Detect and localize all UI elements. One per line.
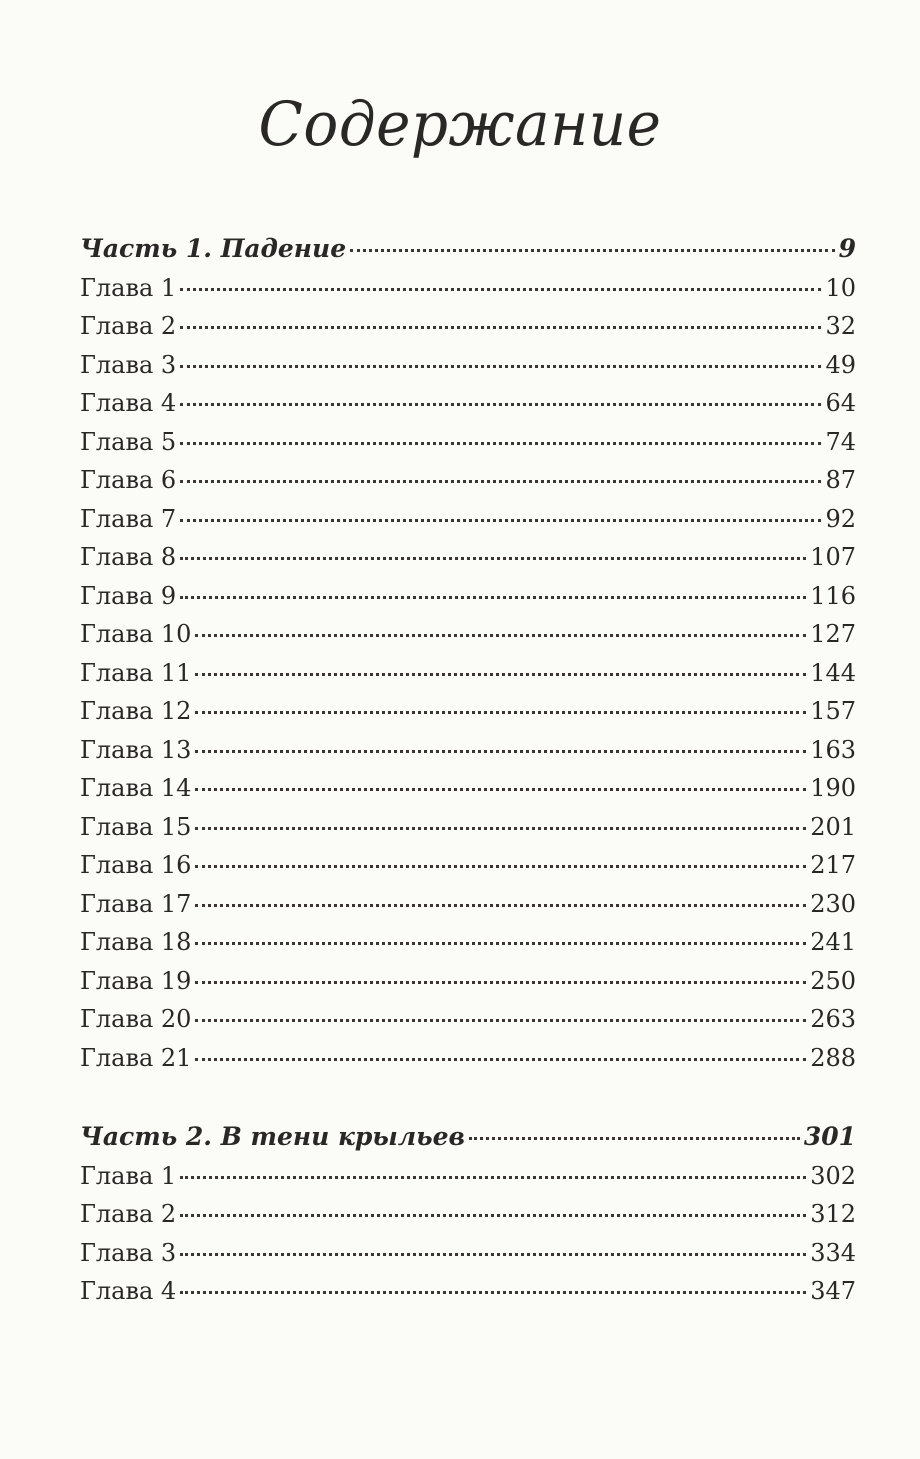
- part-heading-page: 301: [803, 1122, 856, 1151]
- chapter-page: 127: [810, 620, 856, 648]
- chapter-label: Глава 3: [80, 1238, 177, 1267]
- chapter-label: Глава 20: [80, 1005, 192, 1033]
- toc-entry: [80, 538, 856, 577]
- toc-entry: [80, 808, 856, 847]
- toc-entry: [80, 769, 856, 808]
- chapter-label: Глава 14: [80, 774, 192, 802]
- chapter-label: Глава 12: [80, 697, 192, 725]
- dot-leader: [180, 480, 821, 483]
- chapter-page: 347: [810, 1277, 856, 1305]
- dot-leader: [180, 403, 821, 406]
- chapter-page: 217: [810, 851, 856, 879]
- dot-leader: [195, 904, 806, 907]
- toc-entry: [80, 1000, 856, 1039]
- toc-entry: [80, 269, 856, 308]
- chapter-page: 116: [810, 581, 856, 610]
- dot-leader: [180, 442, 821, 445]
- chapter-page: 263: [810, 1005, 856, 1033]
- dot-leader: [180, 596, 806, 599]
- toc-entry: [80, 615, 856, 654]
- chapter-page: 241: [810, 928, 856, 956]
- chapter-page: 302: [810, 1161, 856, 1190]
- chapter-label: Глава 8: [80, 543, 177, 571]
- chapter-label: Глава 16: [80, 851, 192, 879]
- chapter-label: Глава 2: [80, 312, 177, 340]
- chapter-page: 107: [810, 543, 856, 571]
- chapter-label: Глава 4: [80, 389, 177, 417]
- dot-leader: [350, 249, 834, 252]
- toc-part-1: [80, 230, 856, 1077]
- chapter-page: 201: [810, 812, 856, 841]
- chapter-page: 250: [810, 966, 856, 995]
- chapter-page: 32: [825, 312, 856, 340]
- chapter-label: Глава 2: [80, 1200, 177, 1228]
- toc-entry: [80, 731, 856, 770]
- dot-leader: [195, 1058, 806, 1061]
- chapter-page: 157: [810, 697, 856, 725]
- chapter-list: [80, 1157, 856, 1311]
- dot-leader: [195, 1019, 806, 1022]
- chapter-page: 163: [810, 735, 856, 764]
- chapter-label: Глава 11: [80, 658, 192, 687]
- chapter-page: 190: [810, 774, 856, 802]
- chapter-page: 334: [810, 1238, 856, 1267]
- dot-leader: [195, 673, 806, 676]
- chapter-page: 10: [825, 273, 856, 302]
- toc-entry: [80, 307, 856, 346]
- toc-entry: [80, 423, 856, 462]
- toc-entry: [80, 1195, 856, 1234]
- dot-leader: [195, 788, 806, 791]
- dot-leader: [180, 1291, 806, 1294]
- dot-leader: [180, 1176, 806, 1179]
- chapter-label: Глава 1: [80, 273, 177, 302]
- toc-entry: [80, 1157, 856, 1196]
- page-title: Содержание: [258, 88, 662, 160]
- chapter-page: 49: [825, 350, 856, 379]
- dot-leader: [195, 827, 806, 830]
- toc-entry: [80, 346, 856, 385]
- chapter-label: Глава 19: [80, 966, 192, 995]
- toc-entry: [80, 500, 856, 539]
- dot-leader: [180, 1214, 806, 1217]
- chapter-page: 74: [825, 427, 856, 456]
- part-heading: [80, 1118, 856, 1157]
- dot-leader: [469, 1137, 800, 1140]
- dot-leader: [180, 365, 821, 368]
- chapter-label: Глава 5: [80, 427, 177, 456]
- chapter-label: Глава 4: [80, 1277, 177, 1305]
- chapter-label: Глава 17: [80, 889, 192, 918]
- toc-entry: [80, 885, 856, 924]
- dot-leader: [195, 981, 806, 984]
- chapter-label: Глава 3: [80, 350, 177, 379]
- dot-leader: [195, 711, 806, 714]
- chapter-label: Глава 1: [80, 1161, 177, 1190]
- part-heading-label: Часть 1. Падение: [80, 234, 347, 263]
- dot-leader: [195, 942, 806, 945]
- dot-leader: [195, 865, 806, 868]
- chapter-page: 64: [825, 389, 856, 417]
- dot-leader: [180, 1253, 806, 1256]
- dot-leader: [180, 557, 806, 560]
- chapter-page: 312: [810, 1200, 856, 1228]
- chapter-label: Глава 9: [80, 581, 177, 610]
- dot-leader: [180, 288, 821, 291]
- toc-entry: [80, 692, 856, 731]
- dot-leader: [180, 326, 821, 329]
- dot-leader: [195, 750, 806, 753]
- chapter-label: Глава 15: [80, 812, 192, 841]
- toc-part-2: [80, 1118, 856, 1311]
- dot-leader: [195, 634, 806, 637]
- chapter-page: 144: [810, 658, 856, 687]
- toc-entry: [80, 577, 856, 616]
- chapter-label: Глава 18: [80, 928, 192, 956]
- chapter-label: Глава 7: [80, 504, 177, 533]
- chapter-list: [80, 269, 856, 1078]
- chapter-label: Глава 13: [80, 735, 192, 764]
- chapter-label: Глава 10: [80, 620, 192, 648]
- toc-entry: [80, 962, 856, 1001]
- part-heading-page: 9: [838, 234, 856, 263]
- chapter-page: 230: [810, 889, 856, 918]
- toc-entry: [80, 923, 856, 962]
- toc-entry: [80, 461, 856, 500]
- part-heading-label: Часть 2. В тени крыльев: [80, 1122, 465, 1151]
- toc-entry: [80, 1272, 856, 1311]
- chapter-page: 87: [825, 466, 856, 494]
- toc-entry: [80, 1234, 856, 1273]
- toc-entry: [80, 384, 856, 423]
- toc-entry: [80, 1039, 856, 1078]
- part-heading: [80, 230, 856, 269]
- chapter-page: 288: [810, 1043, 856, 1072]
- chapter-label: Глава 6: [80, 466, 177, 494]
- chapter-label: Глава 21: [80, 1043, 192, 1072]
- toc-entry: [80, 846, 856, 885]
- chapter-page: 92: [825, 504, 856, 533]
- dot-leader: [180, 519, 821, 522]
- toc-entry: [80, 654, 856, 693]
